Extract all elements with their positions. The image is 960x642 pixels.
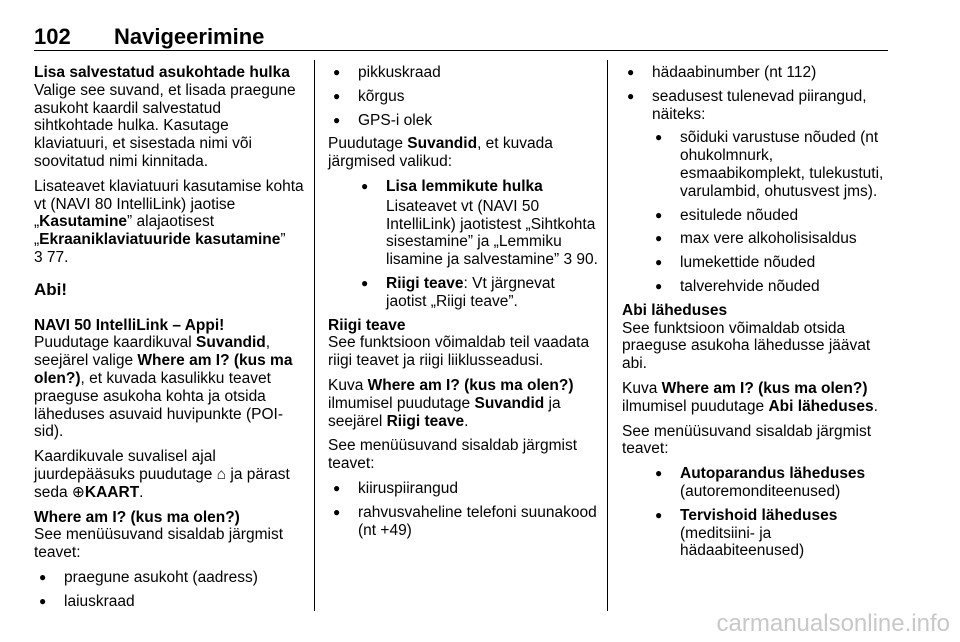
paragraph: Puudutage Suvandid, et kuvada järgmised valikud: [328, 135, 553, 171]
home-icon: ⌂ [216, 465, 227, 483]
page-reference: 3 77. [34, 248, 69, 266]
list-item: ● praegune asukoht (aadress) [34, 569, 304, 587]
paragraph: Valige see suvand, et lisada praegune asukoht kaardil salvestatud sihtkohtade hulka. Kasutage klaviatuuri, et sisestada nimi või soovitatud nimi kinnitada. [34, 81, 296, 170]
paragraph: Puudutage kaardikuval Suvandid, seejärel valige Where am I? (kus ma olen?), et kuvada kasulikku teavet praeguse asukoha kohta ja otsida läheduses asuvaid huvipunkte (POI-sid). [34, 334, 293, 441]
section-title: Abi! [34, 279, 68, 299]
list-item: ● max vere alkoholisisaldus [650, 230, 892, 248]
list-item: ● sõiduki varustuse nõuded (nt ohukolmnurk, esmaabikomplekt, tulekustuti, varulambid, ohutusvest jms). [650, 129, 892, 200]
list-item: ● seadusest tulenevad piirangud, näiteks: [622, 88, 892, 124]
section-heading: Where am I? (kus ma olen?) [34, 508, 240, 526]
paragraph: Kuva Where am I? (kus ma olen?) ilmumisel puudutage Suvandid ja seejärel Riigi teave. [328, 376, 574, 430]
paragraph: See funktsioon võimaldab teil vaadata riigi teavet ja riigi liiklusseadusi. [328, 334, 590, 370]
column-divider [607, 60, 608, 611]
list-item-country: ● Riigi teave: Vt järgnevat jaotist „Riigi teave”. [356, 275, 598, 311]
sub-list [650, 465, 892, 560]
chapter-title: Navigeerimine [114, 24, 265, 49]
list-item: ● Tervishoid läheduses (meditsiini- ja hädaabiteenused) [650, 507, 892, 560]
page-header [34, 24, 888, 51]
section-heading: Riigi teave [328, 316, 406, 334]
list-item: ● lumekettide nõuded [650, 254, 892, 272]
list-item: ● esitulede nõuded [650, 207, 892, 225]
list-item: ● laiuskraad [34, 593, 304, 611]
list-item: ● pikkuskraad [328, 64, 598, 82]
list-item: ● GPS-i olek [328, 112, 598, 130]
paragraph: Lisateavet klaviatuuri kasutamise kohta vt (NAVI 80 IntelliLink) jaotise „Kasutamine” alajaotisest „Ekraaniklaviatuuride kasutamine” 3 77. [34, 177, 304, 266]
list-item: ● kiiruspiirangud [328, 480, 598, 498]
section-heading: NAVI 50 IntelliLink – Appi! [34, 316, 225, 334]
paragraph: See menüüsuvand sisaldab järgmist teavet: [622, 422, 871, 458]
column-1 [34, 64, 304, 617]
sub-list [650, 129, 892, 295]
paragraph: Kaardikuvale suvalisel ajal juurdepääsuks puudutage ⌂ ja pärast seda ⊕KAART. [34, 448, 290, 501]
list-item: ● rahvusvaheline telefoni suunakood (nt +49) [328, 504, 598, 540]
paragraph: See menüüsuvand sisaldab järgmist teavet: [328, 437, 577, 473]
list-item: ● talverehvide nõuded [650, 278, 892, 296]
column-2 [328, 64, 598, 545]
section-heading: Lisa salvestatud asukohtade hulka [34, 64, 290, 81]
list-item-favourite: ● Lisa lemmikute hulka [356, 178, 598, 196]
paragraph: See funktsioon võimaldab otsida praeguse asukoha lähedusse jäävat abi. [622, 319, 871, 373]
list-item: ● kõrgus [328, 88, 598, 106]
paragraph: See menüüsuvand sisaldab järgmist teavet: [34, 526, 283, 562]
list-item: ● Autoparandus läheduses (autoremonditeenused) [650, 465, 892, 501]
watermark: carmanualsonline.info [716, 610, 950, 637]
paragraph: Kuva Where am I? (kus ma olen?) ilmumisel puudutage Abi läheduses. [622, 379, 878, 415]
page-number: 102 [34, 24, 71, 49]
paragraph: Lisateavet vt (NAVI 50 IntelliLink) jaotistest „Sihtkohta sisestamine” ja „Lemmiku lisamine ja salvestamine” 3 90. [386, 197, 598, 269]
column-3 [622, 64, 892, 566]
list-item: ● hädaabinumber (nt 112) [622, 64, 892, 82]
map-icon: ⊕ [71, 483, 85, 501]
sub-list [356, 178, 598, 311]
section-heading: Abi läheduses [622, 301, 728, 319]
column-divider [314, 60, 315, 611]
